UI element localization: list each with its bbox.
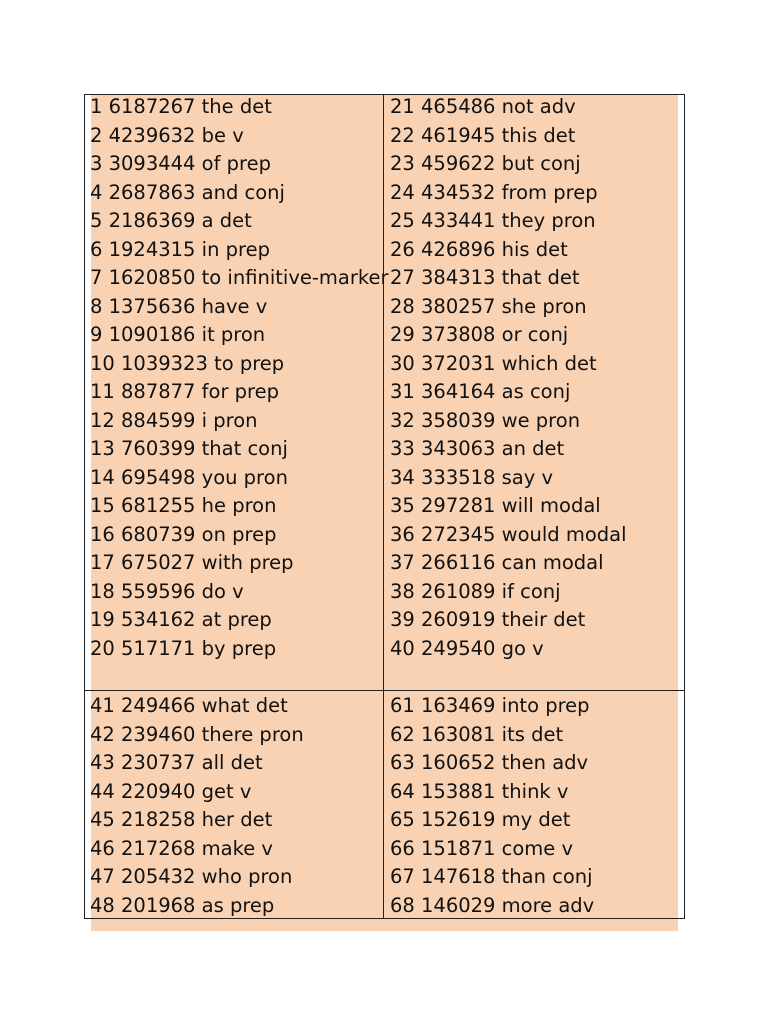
word-entry: 42 239460 there pron	[90, 722, 304, 746]
word-entry: 1 6187267 the det	[90, 95, 272, 118]
word-entry: 47 205432 who pron	[90, 865, 293, 888]
word-entry: 4 2687863 and conj	[90, 180, 285, 204]
word-entry: 36 272345 would modal	[390, 522, 627, 546]
word-entry: 43 230737 all det	[90, 751, 263, 774]
word-entry: 6 1924315 in prep	[90, 237, 270, 261]
word-entry: 61 163469 into prep	[390, 694, 590, 717]
word-entry: 37 266116 can modal	[390, 551, 604, 574]
word-entry: 11 887877 for prep	[90, 380, 280, 403]
word-entry: 64 153881 think v	[390, 779, 569, 803]
word-entry: 10 1039323 to prep	[90, 351, 285, 375]
word-entry: 8 1375636 have v	[90, 294, 268, 318]
word-entry: 31 364164 as conj	[390, 380, 571, 403]
word-entry: 21 465486 not adv	[390, 95, 576, 118]
word-entry: 22 461945 this det	[390, 123, 576, 147]
word-entry: 19 534162 at prep	[90, 608, 272, 631]
word-entry: 13 760399 that conj	[90, 437, 288, 460]
word-entry: 32 358039 we pron	[390, 408, 581, 432]
word-entry: 30 372031 which det	[390, 351, 597, 375]
word-entry: 17 675027 with prep	[90, 551, 294, 574]
word-entry: 9 1090186 it pron	[90, 323, 266, 346]
word-entry: 63 160652 then adv	[390, 751, 589, 774]
word-entry: 68 146029 more adv	[390, 893, 595, 917]
word-entry: 28 380257 she pron	[390, 294, 587, 318]
row-divider	[84, 690, 685, 691]
word-entry: 16 680739 on prep	[90, 522, 277, 546]
word-entry: 38 261089 if conj	[390, 579, 561, 603]
word-entry: 67 147618 than conj	[390, 865, 593, 888]
word-entry: 25 433441 they pron	[390, 209, 596, 232]
word-entry: 5 2186369 a det	[90, 209, 252, 232]
word-entry: 26 426896 his det	[390, 237, 568, 261]
word-entry: 65 152619 my det	[390, 808, 571, 831]
word-entry: 62 163081 its det	[390, 722, 564, 746]
word-entry: 35 297281 will modal	[390, 494, 601, 517]
word-entry: 39 260919 their det	[390, 608, 586, 631]
word-entry: 44 220940 get v	[90, 779, 252, 803]
word-entry: 20 517171 by prep	[90, 636, 277, 660]
word-entry: 66 151871 come v	[390, 836, 574, 860]
word-entry: 18 559596 do v	[90, 579, 244, 603]
word-entry: 46 217268 make v	[90, 836, 273, 860]
word-entry: 48 201968 as prep	[90, 893, 275, 917]
table-cell-top-right	[390, 93, 627, 663]
word-entry: 29 373808 or conj	[390, 323, 569, 346]
word-entry: 23 459622 but conj	[390, 152, 581, 175]
word-entry: 27 384313 that det	[390, 266, 580, 289]
word-entry: 15 681255 he pron	[90, 494, 277, 517]
word-entry: 7 1620850 to infinitive-marker	[90, 266, 389, 289]
table-cell-bottom-left	[90, 692, 304, 920]
word-entry: 14 695498 you pron	[90, 465, 288, 489]
word-entry: 12 884599 i pron	[90, 408, 258, 432]
table-cell-bottom-right	[390, 692, 594, 920]
word-entry: 41 249466 what det	[90, 694, 288, 717]
word-entry: 33 343063 an det	[390, 437, 565, 460]
word-entry: 3 3093444 of prep	[90, 152, 271, 175]
table-cell-top-left	[90, 93, 388, 663]
word-entry: 40 249540 go v	[390, 636, 544, 660]
word-entry: 34 333518 say v	[390, 465, 554, 489]
word-entry: 45 218258 her det	[90, 808, 273, 831]
word-entry: 24 434532 from prep	[390, 180, 598, 204]
word-entry: 2 4239632 be v	[90, 123, 244, 147]
